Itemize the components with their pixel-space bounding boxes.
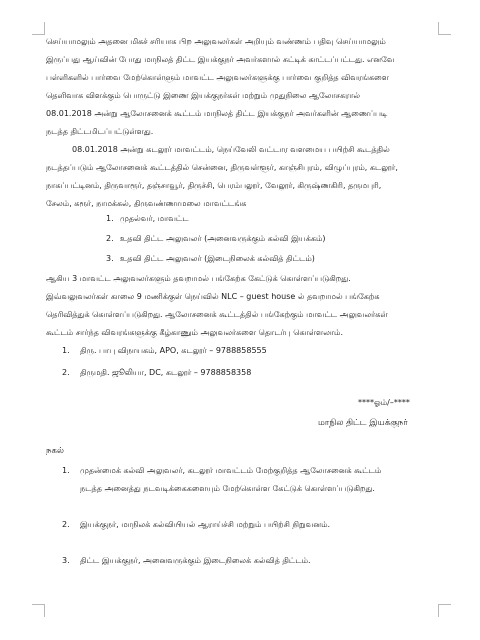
list-text-line: திட்ட இயக்குநர், அனைவருக்கும் இடைநிலைக் கல்வித் திட்டம். [80, 556, 311, 565]
list-item [106, 235, 436, 245]
list-number: 2. [106, 234, 114, 243]
paragraph-line: நடத்தப்படும் ஆலோசனைக் கூட்டத்தில் சென்னை, திருவள்ளூர், காஞ்சிபுரம், விழுப்புரம், கடலூர், [46, 164, 398, 172]
list-text-line: முதன்மைக் கல்வி அலுவலர், கடலூர் மாவட்டம் மேற்குறித்த ஆலோசனைக் கூட்டம் [80, 466, 382, 475]
list-text: முதல்வர், மாவட்ட [120, 214, 189, 223]
list-item [106, 215, 436, 225]
contact-list [46, 347, 436, 379]
paragraph-line-cut: சேலம், கரூர், நாமக்கல், திருவண்ணாமலை மாவட்டங்க [46, 200, 247, 207]
paragraph-line: கூட்டம் சார்ந்த விவரங்களுக்கு கீழ்காணும் அலுவலர்களை தொடர்பு கொள்ளலாம். [46, 329, 344, 337]
list-number: 1. [62, 466, 70, 475]
list-item [106, 255, 436, 265]
paragraph-line: 08.01.2018 அன்று கடலூர் மாவட்டம், நெய்வேலி வட்டார வளமைய பயிற்சி கூடத்தில் [72, 146, 390, 154]
paragraph-line: தெளிவாக விளக்கும் பொருட்டு இணை இயக்குநர்கள் மற்றும் முதுநிலை ஆலோசகரால் [46, 92, 361, 100]
list-number: 2. [62, 520, 70, 529]
list-item [62, 556, 434, 574]
page-corner-mark [438, 604, 451, 617]
letter-body [46, 38, 436, 391]
paragraph-line: நாகப்பட்டினம், திருவாரூர், தஞ்சாவூர், திருச்சி, பெரம்பலூர், வேலூர், கிருஷ்ணகிரி, தருமபுரி, [46, 182, 382, 190]
officer-list [46, 215, 436, 265]
paragraph-line: இவ்வலுவலர்கள் காலை 9 மணிக்குள் நெய்வில் NLC – guest house ல் தவறாமல் பங்கேற்க [46, 293, 380, 301]
paragraph-3 [46, 275, 436, 339]
list-item [62, 369, 436, 379]
list-text-line: நடத்த அனைத்து நடவடிக்கைகளையும் மேற்கொள்ள கேட்டுக் கொள்ளப்படுகிறது. [80, 484, 375, 493]
signatory-title: மாநில திட்ட இயக்குநர் [318, 418, 408, 428]
list-item [62, 347, 436, 357]
list-number: 2. [62, 368, 70, 377]
page-corner-mark [438, 22, 451, 35]
list-text [80, 520, 330, 538]
list-item [62, 466, 434, 502]
copy-to-heading: நகல் [46, 446, 64, 456]
paragraph-line: செய்யாமலும் அதனை மிகச் சரியாக பிற அலுவலர்கள் அறியும் வண்ணம் பதிவு செய்யாமலும் [46, 38, 386, 46]
list-text-line: இயக்குநர், மாநிலக் கல்வியியல் ஆராய்ச்சி மற்றும் பயிற்சி நிறுவனம். [80, 520, 331, 529]
page-corner-mark [32, 22, 45, 35]
list-item [62, 520, 434, 538]
contact-text: திரு. பாபு விநாயகம், APO, கடலூர் – 9788858555 [80, 346, 267, 355]
list-text [80, 556, 311, 574]
paragraph-line: இருப்பது ஆய்வின் போது மாநிலத் திட்ட இயக்குநர் அவர்களால் சுட்டிக் காட்டப்பட்டது. எனவே [46, 56, 395, 64]
contact-text: திருமதி. ஜூலியா, DC, கடலூர் – 9788858358 [80, 368, 252, 377]
list-number: 3. [62, 556, 70, 565]
signature-mark: ****ஓம்/–**** [358, 398, 410, 407]
list-text: உதவி திட்ட அலுவலர் (அனைவருக்கும் கல்வி இயக்கம்) [120, 234, 326, 243]
paragraph-line: ஆகிய 3 மாவட்ட அலுவலர்களும் தவறாமல் பங்கேற்க கேட்டுக் கொள்ளப்படுகிறது. [46, 275, 351, 283]
list-text [80, 466, 381, 502]
paragraph-line: தெரிவித்துக் கொள்ளப்படுகிறது. ஆலோசனைக் கூட்டத்தில் பங்கேற்கும் மாவட்ட அலுவலர்கள் [46, 311, 388, 319]
paragraph-line: 08.01.2018 அன்று ஆலோசனைக் கூட்டம் மாநிலத் திட்ட இயக்குநர் அவர்களின் ஆணைப்படி [46, 110, 388, 118]
copy-to-list [62, 466, 434, 592]
paragraph-line: பள்ளிகளில் பார்வை மேற்கொள்ளும் மாவட்ட அலுவலர்களுக்கு பார்வை குறித்த விவரங்களை [46, 74, 389, 82]
paragraph-1 [46, 38, 436, 138]
page-corner-mark [32, 604, 45, 617]
list-number: 1. [106, 214, 114, 223]
list-text: உதவி திட்ட அலுவலர் (இடைநிலைக் கல்வித் திட்டம்) [120, 254, 315, 263]
paragraph-2 [46, 146, 436, 207]
list-number: 3. [106, 254, 114, 263]
list-number: 1. [62, 346, 70, 355]
paragraph-line: நடத்த திட்டமிடப்பட்டுள்ளது. [46, 128, 154, 136]
